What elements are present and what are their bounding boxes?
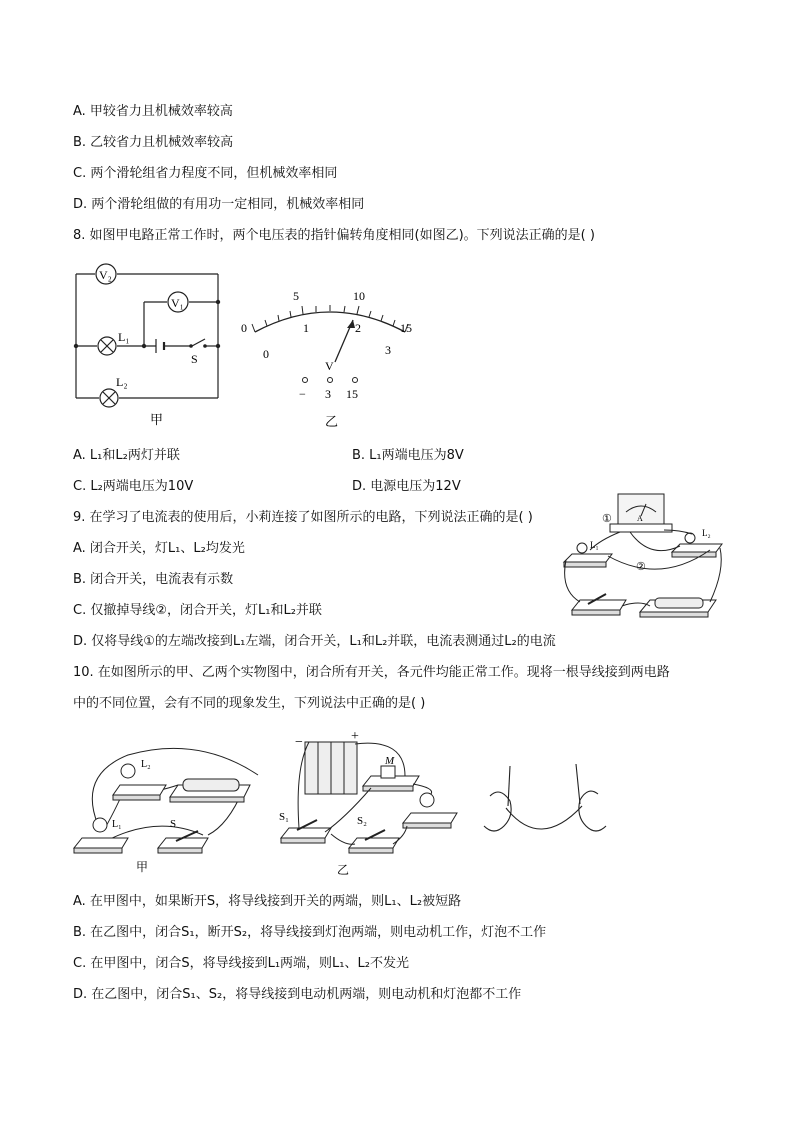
q8-option-d: D. 电源电压为12V xyxy=(352,479,461,494)
hands-holding-wire-illustration xyxy=(480,756,610,861)
wire-2-label: ② xyxy=(636,561,646,573)
unit-label: V xyxy=(325,359,334,373)
q10-stem-line-2: 中的不同位置，会有不同的现象发生，下列说法中正确的是( ) xyxy=(73,696,426,711)
q7-option-c: C. 两个滑轮组省力程度不同，但机械效率相同 xyxy=(73,166,338,181)
s1-label: S₁ xyxy=(279,811,289,823)
v2-label: V₂ xyxy=(99,268,112,282)
lower-tick-0: 0 xyxy=(263,347,269,361)
v1-label: V₁ xyxy=(171,296,184,310)
switch-label: S xyxy=(170,818,177,830)
q10-stem-line-1: 10. 在如图所示的甲、乙两个实物图中，闭合所有开关，各元件均能正常工作。现将一根导线接到两电路 xyxy=(73,665,670,680)
q10-option-d: D. 在乙图中，闭合S₁、S₂，将导线接到电动机两端，则电动机和灯泡都不工作 xyxy=(73,987,522,1002)
q9-stem: 9. 在学习了电流表的使用后，小莉连接了如图所示的电路，下列说法正确的是( ) xyxy=(73,510,533,525)
l1-label: L₁ xyxy=(118,330,130,344)
q7-option-b: B. 乙较省力且机械效率较高 xyxy=(73,135,234,150)
q9-option-a: A. 闭合开关，灯L₁、L₂均发光 xyxy=(73,541,245,556)
q8-option-c: C. L₂两端电压为10V xyxy=(73,479,194,494)
q10-option-b: B. 在乙图中，闭合S₁，断开S₂，将导线接到灯泡两端，则电动机工作，灯泡不工作 xyxy=(73,925,547,940)
q8-circuit-diagram-jia xyxy=(68,262,233,432)
q8-voltmeter-dial-yi xyxy=(235,282,425,432)
caption-yi: 乙 xyxy=(337,863,350,877)
l1-label: L₁ xyxy=(112,819,122,830)
q9-option-c: C. 仅撤掉导线②，闭合开关，灯L₁和L₂并联 xyxy=(73,603,322,618)
lower-tick-2: 2 xyxy=(355,321,361,335)
q9-option-d: D. 仅将导线①的左端改接到L₁左端，闭合开关，L₁和L₂并联，电流表测通过L₂的电流 xyxy=(73,634,556,649)
caption-jia: 甲 xyxy=(136,860,149,874)
q8-option-b: B. L₁两端电压为8V xyxy=(352,448,464,463)
q10-option-a: A. 在甲图中，如果断开S，将导线接到开关的两端，则L₁、L₂被短路 xyxy=(73,894,462,909)
q9-option-b: B. 闭合开关，电流表有示数 xyxy=(73,572,234,587)
wire-1-label: ① xyxy=(602,513,612,525)
q10-option-c: C. 在甲图中，闭合S，将导线接到L₁两端，则L₁、L₂不发光 xyxy=(73,956,409,971)
l2-label: L₂ xyxy=(116,375,128,389)
battery-minus: − xyxy=(295,735,303,750)
q8-option-a: A. L₁和L₂两灯并联 xyxy=(73,448,180,463)
lower-tick-1: 1 xyxy=(303,321,309,335)
q8-stem: 8. 如图甲电路正常工作时，两个电压表的指针偏转角度相同(如图乙)。下列说法正确的是( ) xyxy=(73,228,595,243)
battery-plus: + xyxy=(351,729,359,744)
q10-circuit-photo-yi xyxy=(275,728,460,878)
l2-label: L₂ xyxy=(702,528,711,538)
motor-label: M xyxy=(385,755,395,767)
q7-option-a: A. 甲较省力且机械效率较高 xyxy=(73,104,233,119)
upper-tick-10: 10 xyxy=(353,289,365,303)
l2-label: L₂ xyxy=(141,759,151,770)
lower-tick-3: 3 xyxy=(385,343,391,357)
upper-tick-5: 5 xyxy=(293,289,299,303)
s2-label: S₂ xyxy=(357,815,367,827)
caption-yi: 乙 xyxy=(325,415,339,430)
terminal-3: 3 xyxy=(325,387,331,401)
l1-label: L₁ xyxy=(590,540,599,550)
q7-option-d: D. 两个滑轮组做的有用功一定相同，机械效率相同 xyxy=(73,197,365,212)
caption-jia: 甲 xyxy=(150,413,164,428)
upper-tick-0: 0 xyxy=(241,321,247,335)
terminal-minus: − xyxy=(299,387,306,401)
upper-tick-15: 15 xyxy=(400,321,412,335)
switch-label: S xyxy=(191,352,198,366)
terminal-15: 15 xyxy=(346,387,358,401)
ammeter-label: A xyxy=(637,514,643,523)
q9-circuit-photo xyxy=(560,490,730,625)
q10-circuit-photo-jia xyxy=(68,735,268,875)
